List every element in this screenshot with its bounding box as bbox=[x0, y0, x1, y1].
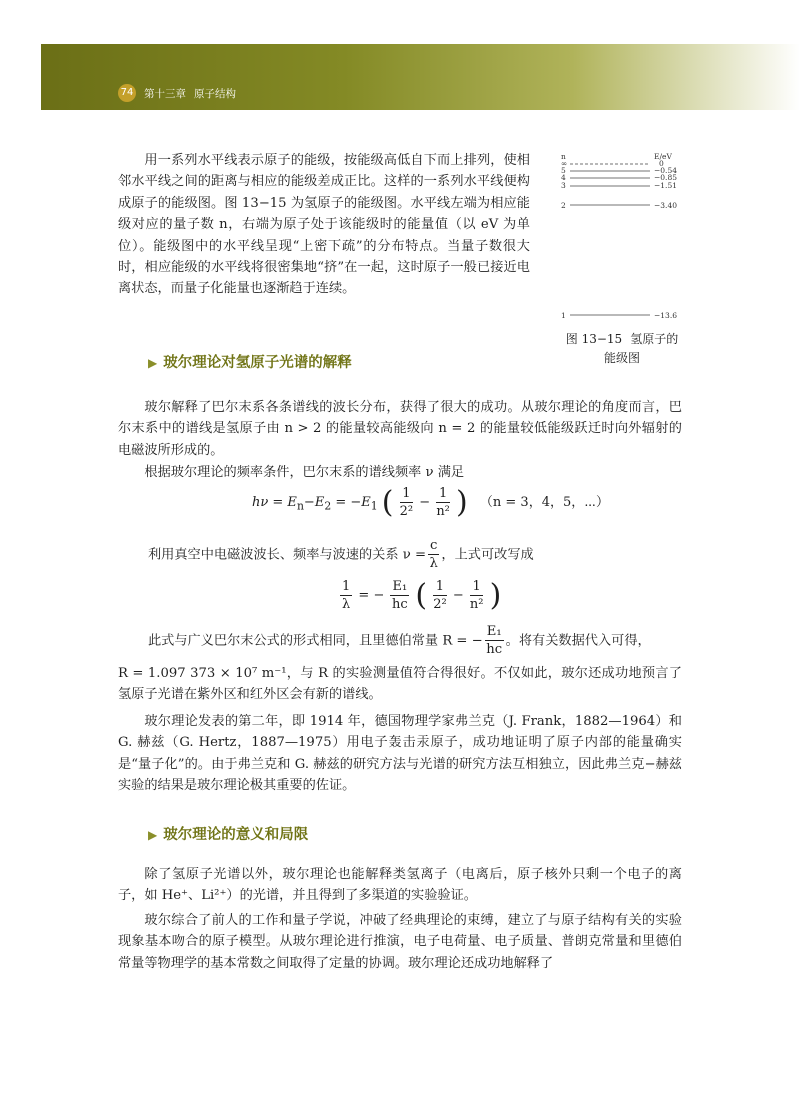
eq1-frac1: $\frac{1}{\text{2²}}$ bbox=[399, 485, 414, 519]
eq1-mid: −E bbox=[303, 495, 325, 510]
section-title: 玻尔理论对氢原子光谱的解释 bbox=[163, 355, 352, 371]
section-heading-significance bbox=[148, 823, 308, 844]
figure-caption bbox=[562, 330, 682, 368]
level-n-2: 2 bbox=[561, 201, 566, 210]
section-title: 玻尔理论的意义和局限 bbox=[163, 827, 309, 843]
section-heading-bohr-hydrogen bbox=[148, 351, 352, 372]
paragraph-wave-relation: 利用真空中电磁波波长、频率与波速的关系 ν = $\frac{c}{\lambda}$ ，上式可改写成 bbox=[148, 538, 534, 571]
level-e-4: −0.85 bbox=[654, 173, 677, 182]
paragraph-frequency-condition: 根据玻尔理论的频率条件，巴尔末系的谱线频率 ν 满足 bbox=[144, 465, 465, 480]
level-e-2: −3.40 bbox=[654, 201, 677, 210]
rydberg-fraction: $\frac{\text{E₁}}{hc}$ bbox=[486, 624, 503, 657]
figure-caption-line1: 氢原子的 bbox=[630, 332, 679, 346]
eq1-lhs: hν = E bbox=[252, 495, 297, 510]
equation-balmer-wavelength: $\frac{1}{\lambda}$ = − $\frac{\text{E₁}}{hc}$ ( $\frac{1}{\text{2²}}$ − $\frac{1}{\text{n²}}$ ) bbox=[342, 578, 502, 613]
figure-number: 图 13−15 bbox=[565, 332, 623, 346]
eq1-sub-1: 1 bbox=[370, 499, 378, 513]
eq1-sub-n: n bbox=[296, 499, 304, 513]
level-e-1: −13.6 bbox=[654, 311, 677, 320]
chapter-title bbox=[144, 86, 244, 101]
section-triangle-icon: ▶ bbox=[148, 828, 158, 842]
energy-axis-label: E/eV bbox=[654, 152, 672, 161]
eq1-minus: − bbox=[419, 495, 431, 510]
level-n-inf: ∞ bbox=[561, 159, 568, 168]
paragraph-franck-hertz: 玻尔理论发表的第二年，即 1914 年，德国物理学家弗兰克（J. Frank，1882—1964）和 G. 赫兹（G. Hertz，1887—1975）用电子轰击汞原子，成功地证明了原子内部的能量确实是“量子化”的。由于弗兰克和 G. 赫兹的研究方法与光谱的研究方法互相独立，因此弗兰克−赫兹实验的结果是玻尔理论极其重要的佐证。 bbox=[118, 714, 682, 794]
level-n-3: 3 bbox=[561, 181, 566, 190]
paragraph-bohr-model-summary: 玻尔综合了前人的工作和量子学说，冲破了经典理论的束缚，建立了与原子结构有关的实验现象基本吻合的原子模型。从玻尔理论进行推演，电子电荷量、电子质量、普朗克常量和里德伯常量等物理学的基本常数之间取得了定量的协调。玻尔理论还成功地解释了 bbox=[118, 913, 682, 971]
level-e-inf: 0 bbox=[659, 159, 664, 168]
eq1-condition: （n = 3，4，5，⋯） bbox=[479, 495, 609, 510]
equation-balmer-frequency: $h\nu = E_n-E_2 = -E_1$ ( $\frac{1}{\text{2²}}$ − $\frac{1}{\text{n²}}$ ) （n = 3，4，5，⋯） bbox=[252, 485, 609, 520]
hydrogen-energy-level-diagram bbox=[558, 150, 688, 325]
level-n-1: 1 bbox=[561, 311, 566, 320]
section-triangle-icon: ▶ bbox=[148, 356, 158, 370]
chapter-number: 第十三章 bbox=[144, 88, 186, 100]
c-over-lambda: $\frac{c}{\lambda}$ bbox=[429, 538, 438, 571]
paragraph-balmer: 玻尔解释了巴尔末系各条谱线的波长分布，获得了很大的成功。从玻尔理论的角度而言，巴尔末系中的谱线是氢原子由 n > 2 的能量较高能级向 n = 2 的能量较低能级跃迁时向外辐射的电磁波所形成的。 bbox=[118, 400, 682, 458]
level-e-5: −0.54 bbox=[654, 166, 677, 175]
figure-caption-line2: 能级图 bbox=[603, 351, 640, 365]
level-n-4: 4 bbox=[561, 173, 566, 182]
paragraph-hydrogen-like-ions: 除了氢原子光谱以外，玻尔理论也能解释类氢离子（电离后，原子核外只剩一个电子的离子，如 He⁺、Li²⁺）的光谱，并且得到了多渠道的实验验证。 bbox=[118, 867, 682, 904]
page-number-badge: 74 bbox=[118, 84, 136, 102]
eq1-frac2: $\frac{1}{\text{n²}}$ bbox=[436, 485, 450, 519]
n-axis-label: n bbox=[561, 152, 566, 161]
paragraph-rydberg-value: R = 1.097 373 × 10⁷ m⁻¹，与 R 的实验测量值符合得很好。不仅如此，玻尔还成功地预言了氢原子光谱在紫外区和红外区会有新的谱线。 bbox=[118, 666, 682, 703]
eq1-sub-2: 2 bbox=[324, 499, 332, 513]
paragraph-energy-level-diagram: 用一系列水平线表示原子的能级，按能级高低自下而上排列，使相邻水平线之间的距离与相应的能级差成正比。这样的一系列水平线便构成原子的能级图。图 13−15 为氢原子的能级图。水平线左端为相应能级对应的量子数 n，右端为原子处于该能级时的能量值（以 eV 为单位）。能级图中的水平线呈现“上密下疏”的分布特点。当量子数很大时，相应能级的水平线将很密集地“挤”在一起，这时原子一般已接近电离状态，而量子化能量也逐渐趋于连续。 bbox=[118, 153, 530, 297]
level-n-5: 5 bbox=[561, 166, 566, 175]
chapter-name: 原子结构 bbox=[194, 88, 236, 100]
level-e-3: −1.51 bbox=[654, 181, 677, 190]
paragraph-rydberg: 此式与广义巴尔末公式的形式相同，且里德伯常量 R = − $\frac{\text{E₁}}{hc}$ 。将有关数据代入可得， bbox=[148, 624, 651, 657]
eq1-rhs: = −E bbox=[331, 495, 371, 510]
